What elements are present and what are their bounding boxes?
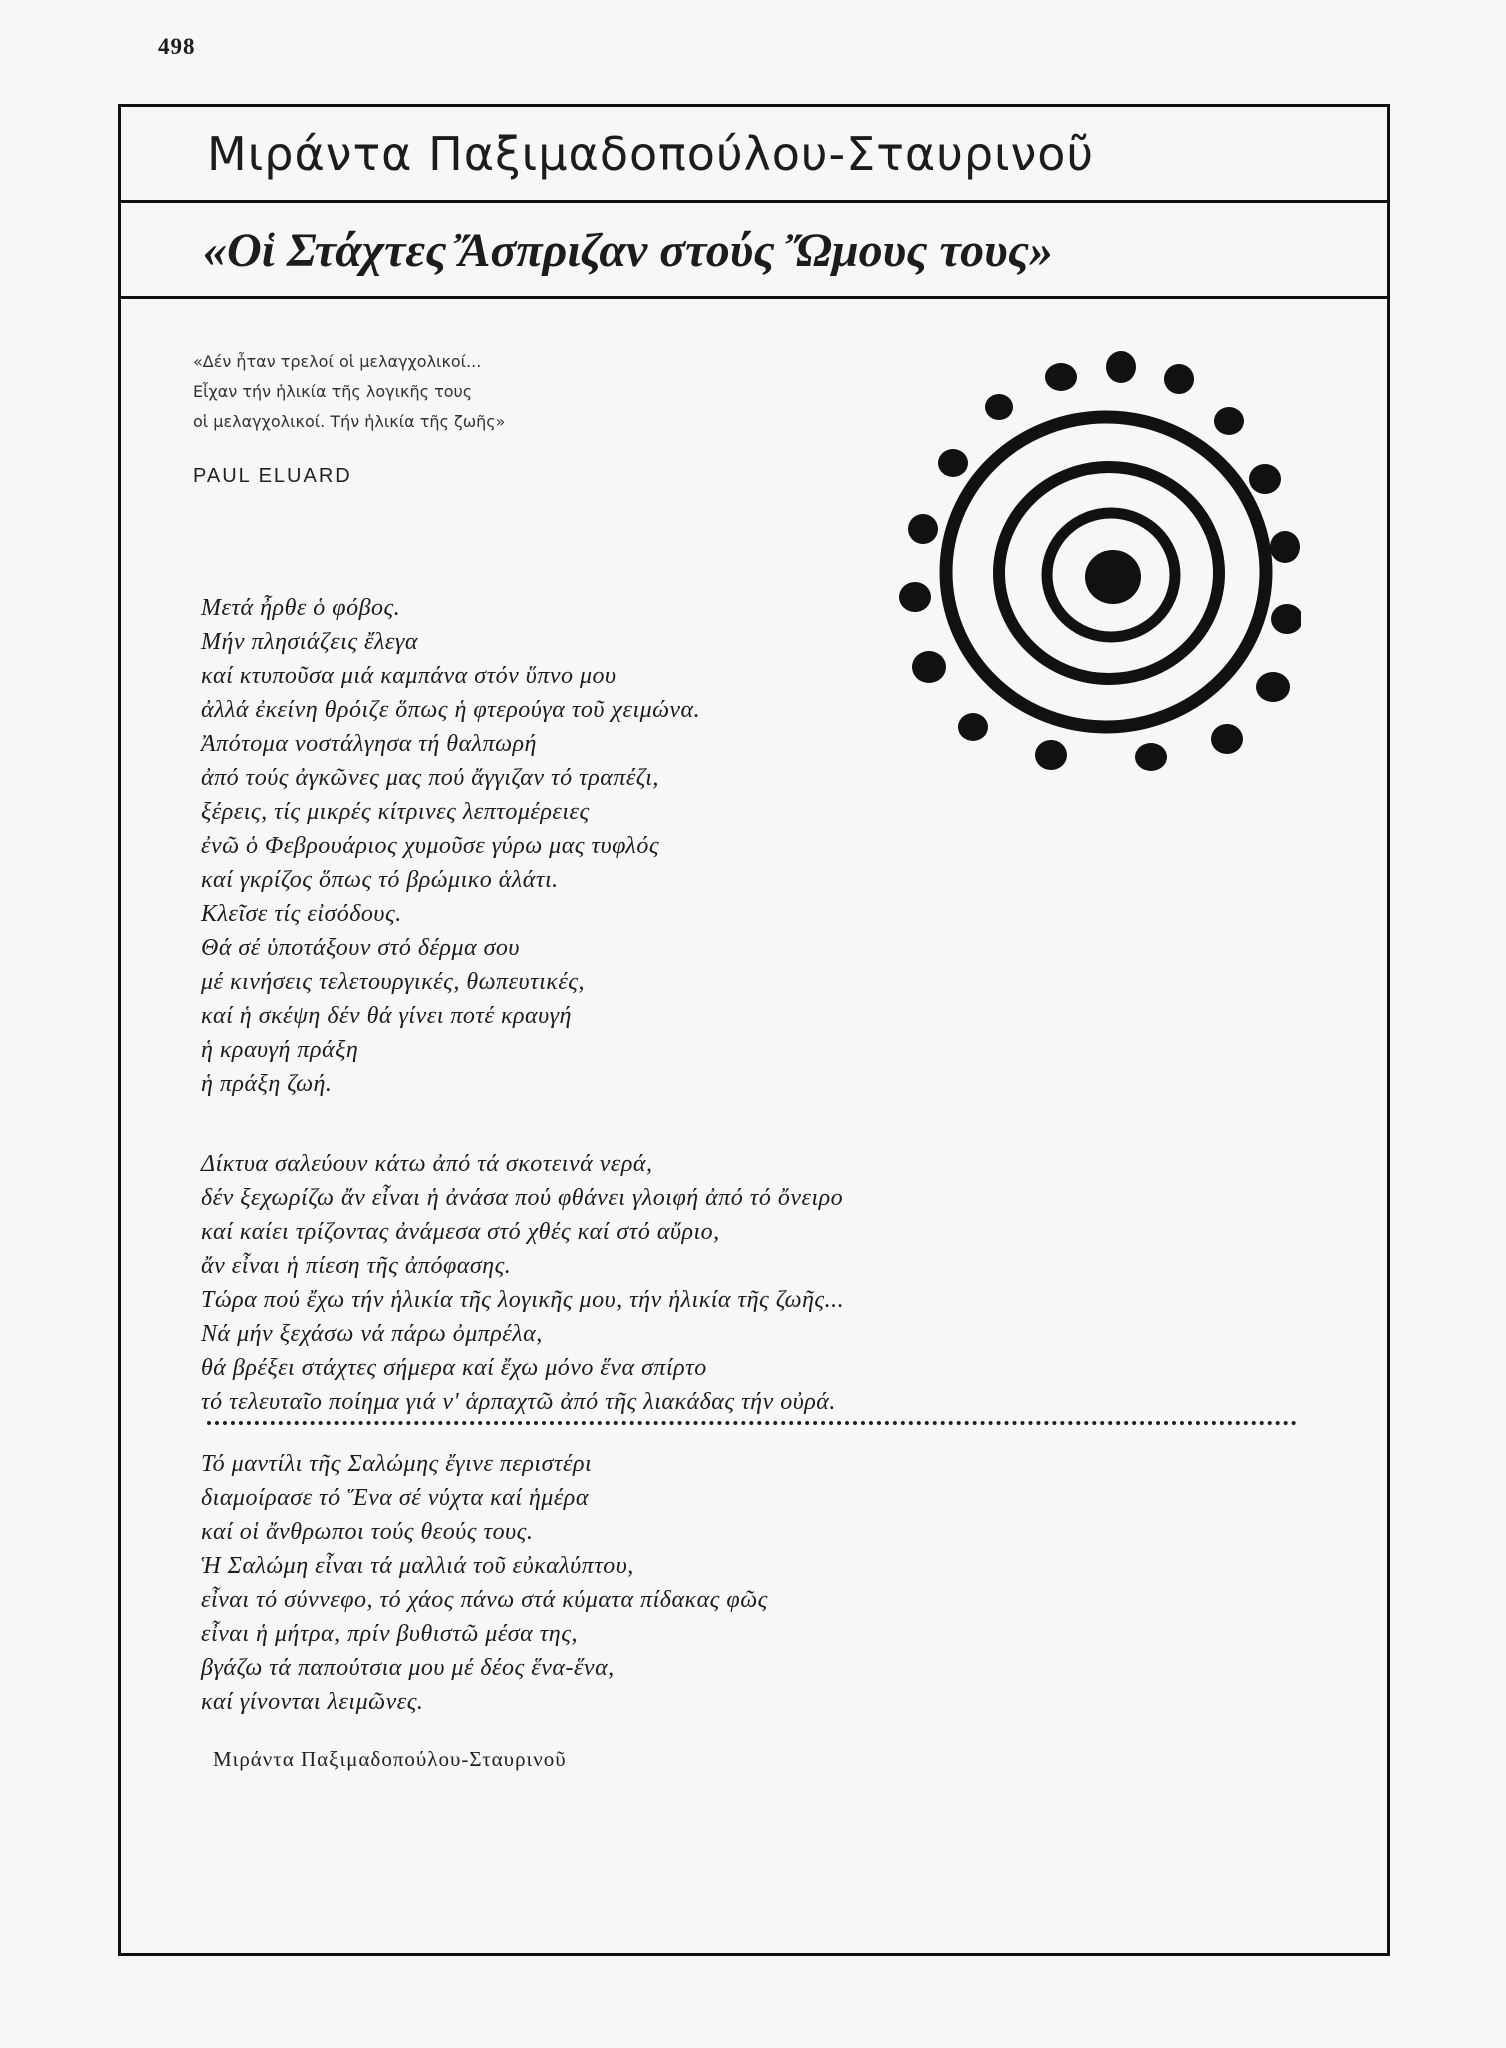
poem-line: Νά μήν ξεχάσω νά πάρω ὀμπρέλα, <box>201 1321 543 1347</box>
stanza-2 <box>201 1147 1101 1419</box>
poem-line: βγάζω τά παπούτσια μου μέ δέος ἕνα-ἕνα, <box>201 1655 615 1681</box>
author-header <box>121 107 1387 203</box>
poem-line: καί οἱ ἄνθρωποι τούς θεούς τους. <box>201 1519 534 1545</box>
poem-line: καί καίει τρίζοντας ἀνάμεσα στό χθές καί στό αὔριο, <box>201 1219 720 1245</box>
dotted-divider <box>207 1421 1297 1425</box>
poem-line: καί κτυποῦσα μιά καμπάνα στόν ὕπνο μου <box>201 663 617 689</box>
poem-title-header <box>121 203 1387 299</box>
page-frame <box>118 104 1390 1956</box>
poem-line: ξέρεις, τίς μικρές κίτρινες λεπτομέρειες <box>201 799 590 825</box>
poem-line: εἶναι ἡ μήτρα, πρίν βυθιστῶ μέσα της, <box>201 1621 578 1647</box>
poem-line: ἄν εἶναι ἡ πίεση τῆς ἀπόφασης. <box>201 1253 512 1279</box>
poem-line: καί γίνονται λειμῶνες. <box>201 1689 424 1715</box>
poem-line: καί γκρίζος ὅπως τό βρώμικο ἁλάτι. <box>201 867 559 893</box>
poem-line: Ἀπότομα νοστάλγησα τή θαλπωρή <box>201 731 537 757</box>
epigraph-line: οἱ μελαγχολικοί. Τήν ἡλικία τῆς ζωῆς» <box>193 412 506 431</box>
signature: Μιράντα Παξιμαδοπούλου-Σταυρινοῦ <box>213 1747 567 1771</box>
poem-line: Θά σέ ὑποτάξουν στό δέρμα σου <box>201 935 520 961</box>
epigraph-line: Εἶχαν τήν ἡλικία τῆς λογικῆς τους <box>193 382 473 401</box>
epigraph <box>193 347 753 488</box>
poem-title: «Οἱ Στάχτες Ἄσπριζαν στούς Ὤμους τους» <box>203 224 1054 277</box>
poem-line: μέ κινήσεις τελετουργικές, θωπευτικές, <box>201 969 586 995</box>
poem-line: εἶναι τό σύννεφο, τό χάος πάνω στά κύματα πίδακας φῶς <box>201 1587 768 1613</box>
page-number: 498 <box>158 34 196 59</box>
poem-line: Μήν πλησιάζεις ἔλεγα <box>201 629 418 655</box>
poem-line: δέν ξεχωρίζω ἄν εἶναι ἡ ἀνάσα πού φθάνει γλοιφή ἀπό τό ὄνειρο <box>201 1185 844 1211</box>
poem-line: καί ἡ σκέψη δέν θά γίνει ποτέ κραυγή <box>201 1003 572 1029</box>
poem-line: ἀλλά ἐκείνη θρόιζε ὅπως ἡ φτερούγα τοῦ χειμώνα. <box>201 697 701 723</box>
poem-line: Μετά ἦρθε ὁ φόβος. <box>201 595 401 621</box>
poem-line: Δίκτυα σαλεύουν κάτω ἀπό τά σκοτεινά νερά, <box>201 1151 653 1177</box>
poem-line: Τό μαντίλι τῆς Σαλώμης ἔγινε περιστέρι <box>201 1451 593 1477</box>
poem-line: θά βρέξει στάχτες σήμερα καί ἔχω μόνο ἕνα σπίρτο <box>201 1355 707 1381</box>
epigraph-author: PAUL ELUARD <box>193 465 352 487</box>
poem-line: ἡ κραυγή πράξη <box>201 1037 359 1063</box>
author-title: Μιράντα Παξιμαδοπούλου-Σταυρινοῦ <box>207 127 1095 181</box>
poem-line: ἡ πράξη ζωή. <box>201 1071 333 1097</box>
poem-line: Ἡ Σαλώμη εἶναι τά μαλλιά τοῦ εὐκαλύπτου, <box>201 1553 634 1579</box>
poem-line: διαμοίρασε τό Ἕνα σέ νύχτα καί ἡμέρα <box>201 1485 589 1511</box>
poem-line: τό τελευταῖο ποίημα γιά ν' ἁρπαχτῶ ἀπό τῆς λιακάδας τήν οὐρά. <box>201 1389 836 1415</box>
stanza-1 <box>201 591 1101 1101</box>
poem-line: Τώρα πού ἔχω τήν ἡλικία τῆς λογικῆς μου, τήν ἡλικία τῆς ζωῆς... <box>201 1287 845 1313</box>
stanza-3 <box>201 1447 1101 1719</box>
poem-line: ἀπό τούς ἀγκῶνες μας πού ἄγγιζαν τό τραπέζι, <box>201 765 659 791</box>
poem-line: Κλεῖσε τίς εἰσόδους. <box>201 901 402 927</box>
poem-line: ἐνῶ ὁ Φεβρουάριος χυμοῦσε γύρω μας τυφλός <box>201 833 660 859</box>
epigraph-line: «Δέν ἦταν τρελοί οἱ μελαγχολικοί... <box>193 352 482 371</box>
